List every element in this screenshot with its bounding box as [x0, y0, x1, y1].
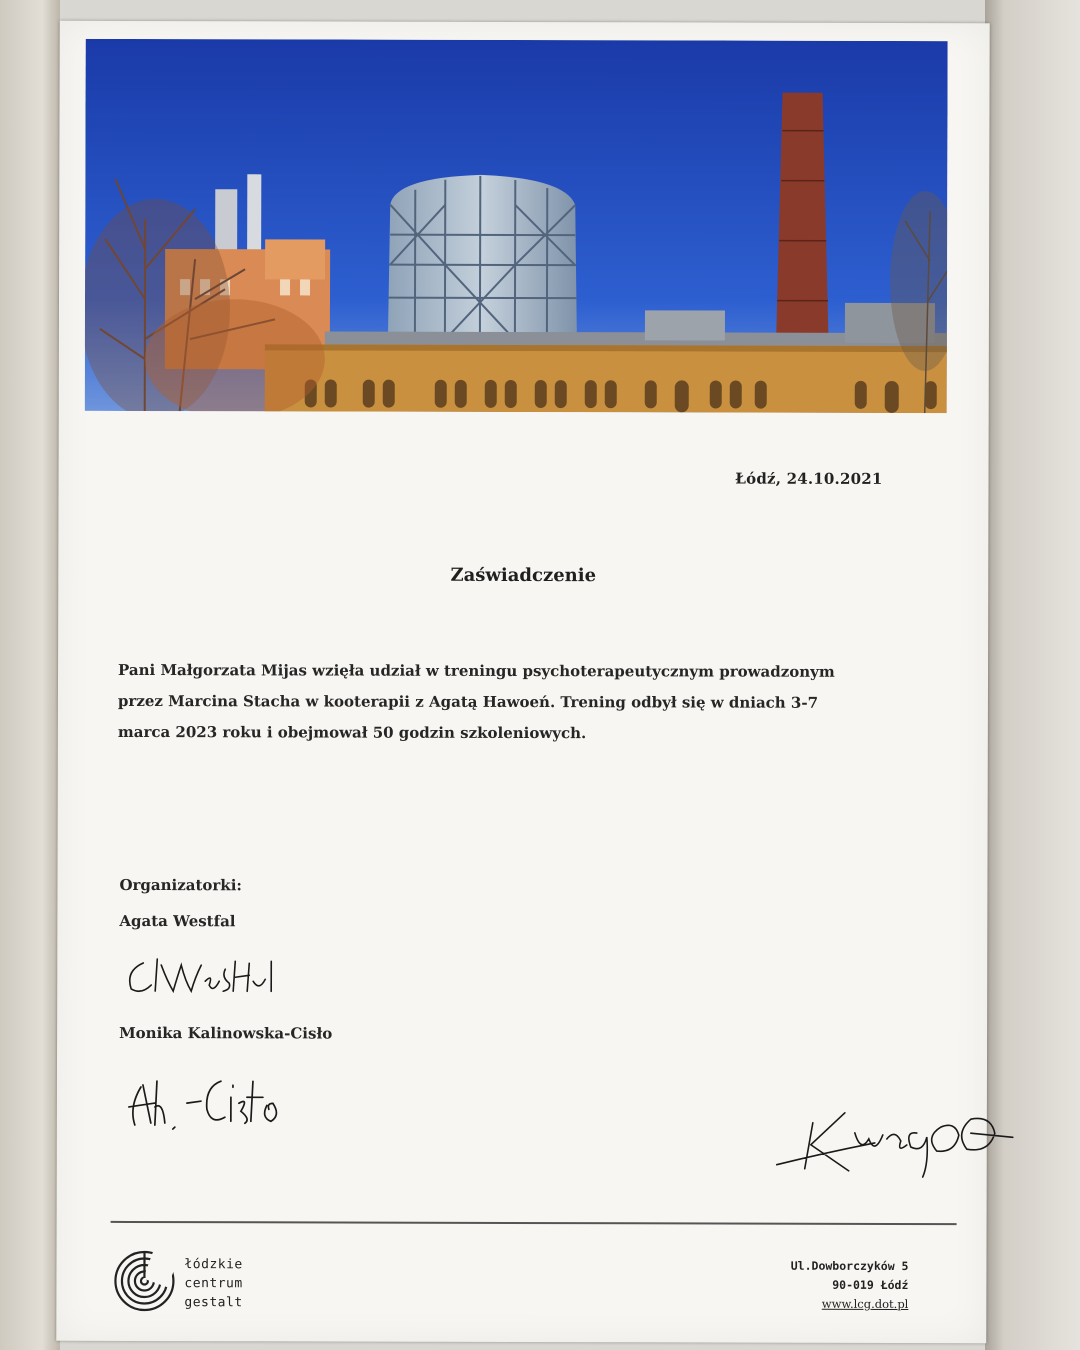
logo-line: łódzkie [184, 1257, 243, 1273]
certificate-page [56, 21, 989, 1343]
background-left-edge [0, 0, 60, 1350]
signature-kalinowska [121, 1067, 291, 1137]
document-title: Zaświadczenie [450, 564, 597, 587]
address-street: Ul.Dowborczyków 5 [790, 1258, 909, 1274]
logo-line: gestalt [184, 1295, 243, 1311]
signature-westfal [121, 951, 281, 1001]
footer-divider [111, 1221, 957, 1225]
body-line: marca 2023 roku i obejmował 50 godzin szkoleniowych. [117, 722, 587, 743]
body-line: Pani Małgorzata Mijas wzięła udział w treningu psychoterapeutycznym prowadzonym [118, 660, 835, 681]
document-date: Łódź, 24.10.2021 [735, 469, 883, 488]
certificate-body [118, 655, 898, 750]
address-postal: 90-019 Łódź [832, 1277, 909, 1293]
organizer-name-1: Agata Westfal [119, 911, 236, 931]
spiral-logo-icon [112, 1249, 176, 1313]
logo-line: centrum [184, 1276, 243, 1292]
footer-address [791, 1257, 909, 1314]
organizers-heading: Organizatorki: [119, 875, 242, 895]
body-line: przez Marcina Stacha w kooterapii z Agatą Hawoeń. Trening odbył się w dniach 3-7 [117, 691, 819, 712]
signature-kwego [765, 1083, 1045, 1184]
header-photo [85, 39, 948, 413]
logo-wordmark [184, 1255, 242, 1312]
organizer-name-2: Monika Kalinowska-Cisło [119, 1023, 333, 1043]
website-link[interactable]: www.lcg.dot.pl [821, 1296, 909, 1312]
